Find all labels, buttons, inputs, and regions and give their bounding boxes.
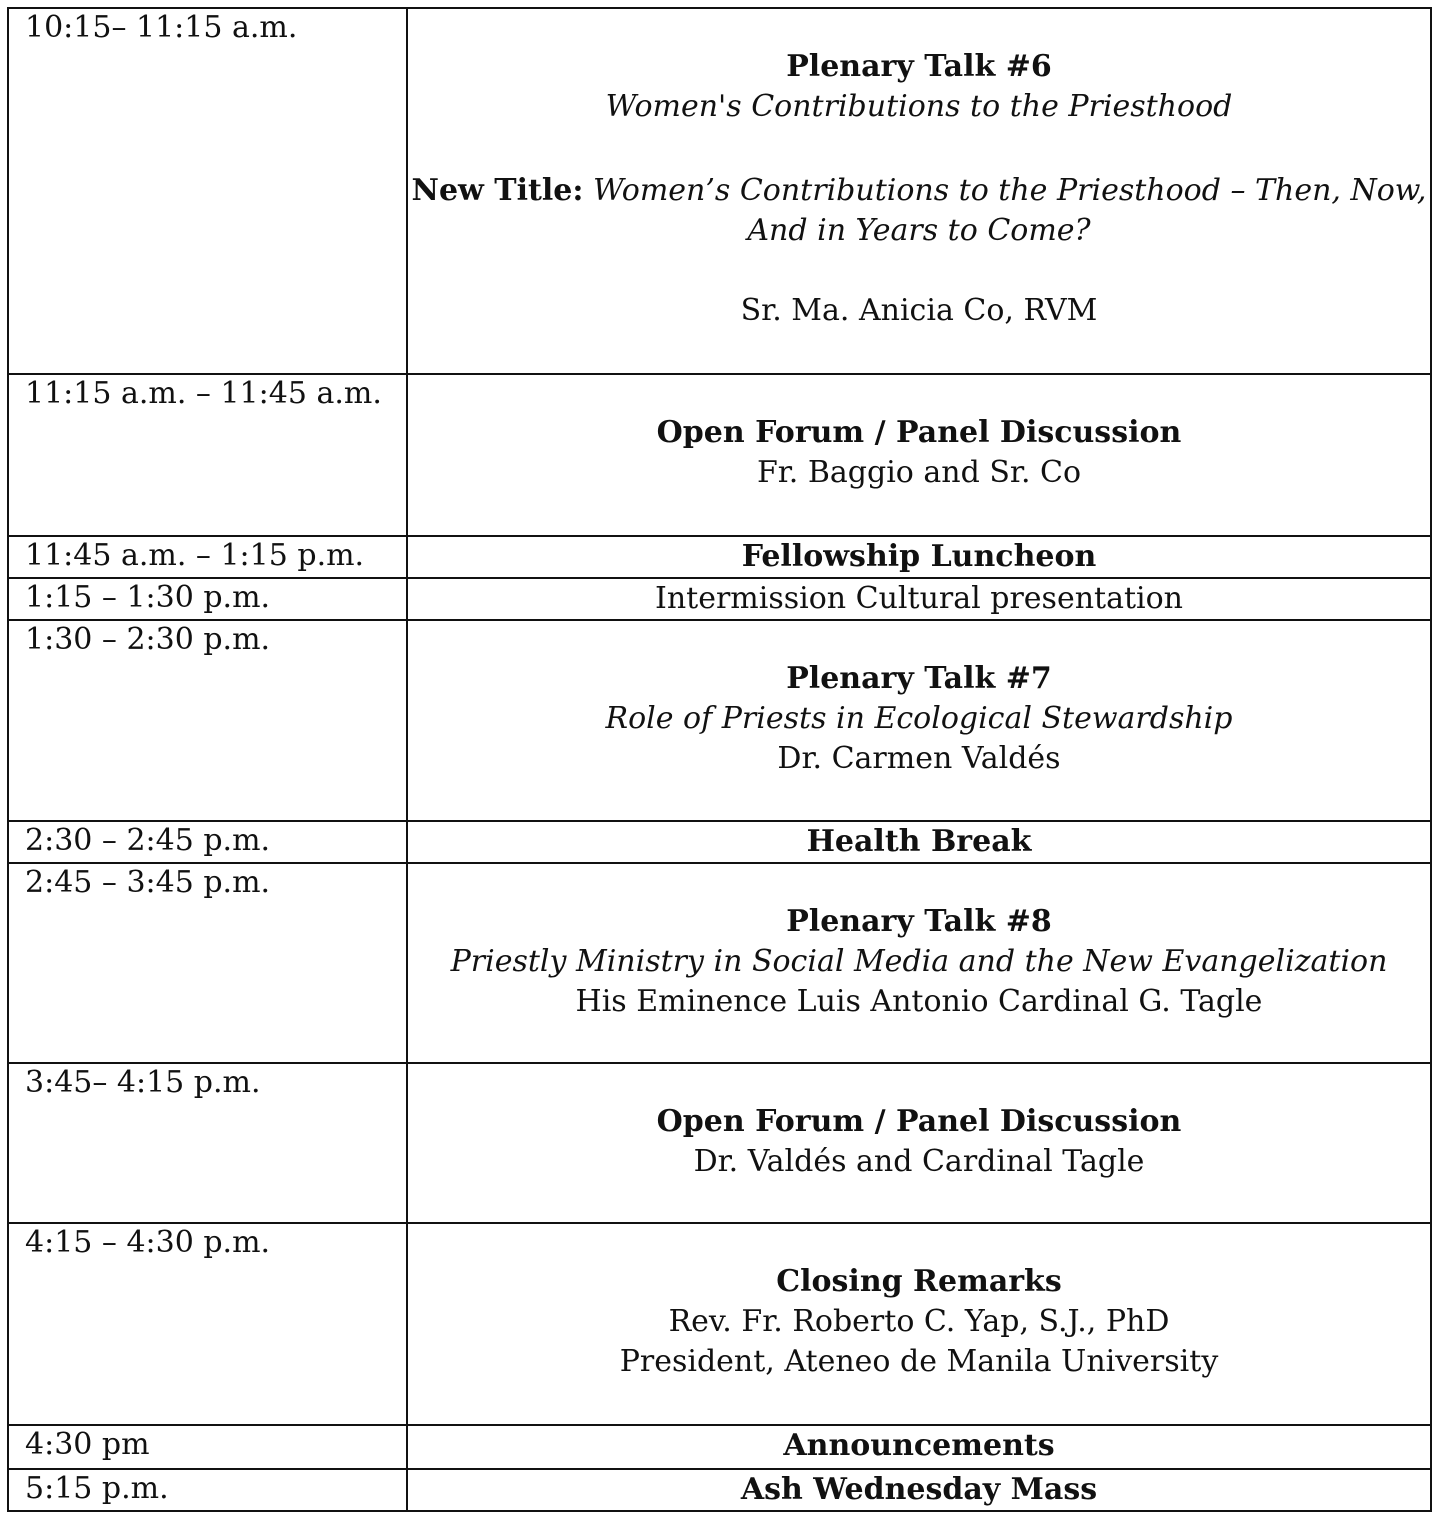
event-title: Announcements [783,1428,1055,1463]
event-subtitle: Women's Contributions to the Priesthood [605,89,1233,124]
schedule-row [8,1223,1431,1425]
event-cell [407,1223,1431,1425]
event-title: Open Forum / Panel Discussion [656,415,1182,450]
schedule-table [7,7,1432,1512]
schedule-row [8,1425,1431,1469]
event-title: Plenary Talk #8 [786,904,1052,939]
schedule-row [8,821,1431,863]
event-speaker: Rev. Fr. Roberto C. Yap, S.J., PhD [668,1304,1170,1339]
event-speaker: Sr. Ma. Anicia Co, RVM [740,293,1098,328]
schedule-row [8,374,1431,536]
event-speaker-role: President, Ateneo de Manila University [619,1344,1219,1379]
schedule-row [8,578,1431,620]
time-cell: 11:45 a.m. – 1:15 p.m. [8,536,407,578]
time-cell: 4:30 pm [8,1425,407,1469]
event-title: Health Break [806,824,1032,859]
schedule-row [8,620,1431,821]
new-title-text: Women’s Contributions to the Priesthood – Then, Now, [592,173,1427,208]
time-cell: 5:15 p.m. [8,1469,407,1511]
schedule-row [8,863,1431,1063]
time-cell: 11:15 a.m. – 11:45 a.m. [8,374,407,536]
time-cell: 3:45– 4:15 p.m. [8,1063,407,1223]
schedule-row [8,536,1431,578]
event-cell [407,1425,1431,1469]
event-cell [407,1063,1431,1223]
time-cell: 1:15 – 1:30 p.m. [8,578,407,620]
time-cell: 1:30 – 2:30 p.m. [8,620,407,821]
event-title: Plenary Talk #7 [786,661,1052,696]
event-title: Ash Wednesday Mass [740,1472,1098,1507]
event-title: Plenary Talk #6 [786,49,1052,84]
schedule-row [8,1063,1431,1223]
event-cell [407,821,1431,863]
event-cell [407,620,1431,821]
event-title: Closing Remarks [776,1264,1062,1299]
event-speaker: Dr. Carmen Valdés [777,741,1061,776]
event-speaker: Dr. Valdés and Cardinal Tagle [693,1144,1145,1179]
event-cell [407,536,1431,578]
time-cell: 2:30 – 2:45 p.m. [8,821,407,863]
time-cell: 2:45 – 3:45 p.m. [8,863,407,1063]
event-cell [407,578,1431,620]
event-cell [407,374,1431,536]
event-cell [407,8,1431,374]
new-title-text-cont: And in Years to Come? [747,213,1091,248]
event-subtitle: Priestly Ministry in Social Media and the New Evangelization [450,944,1388,979]
schedule-row [8,8,1431,374]
event-cell [407,1469,1431,1511]
new-title-label: New Title: [411,173,584,208]
time-cell: 4:15 – 4:30 p.m. [8,1223,407,1425]
event-title: Fellowship Luncheon [741,539,1097,574]
event-title: Open Forum / Panel Discussion [656,1104,1182,1139]
event-speaker: Fr. Baggio and Sr. Co [756,455,1082,490]
event-subtitle: Role of Priests in Ecological Stewardship [605,701,1233,736]
event-title: Intermission Cultural presentation [654,581,1184,616]
event-speaker: His Eminence Luis Antonio Cardinal G. Tagle [575,984,1263,1019]
schedule-row [8,1469,1431,1511]
time-cell: 10:15– 11:15 a.m. [8,8,407,374]
new-title-line [408,171,1430,211]
event-cell [407,863,1431,1063]
